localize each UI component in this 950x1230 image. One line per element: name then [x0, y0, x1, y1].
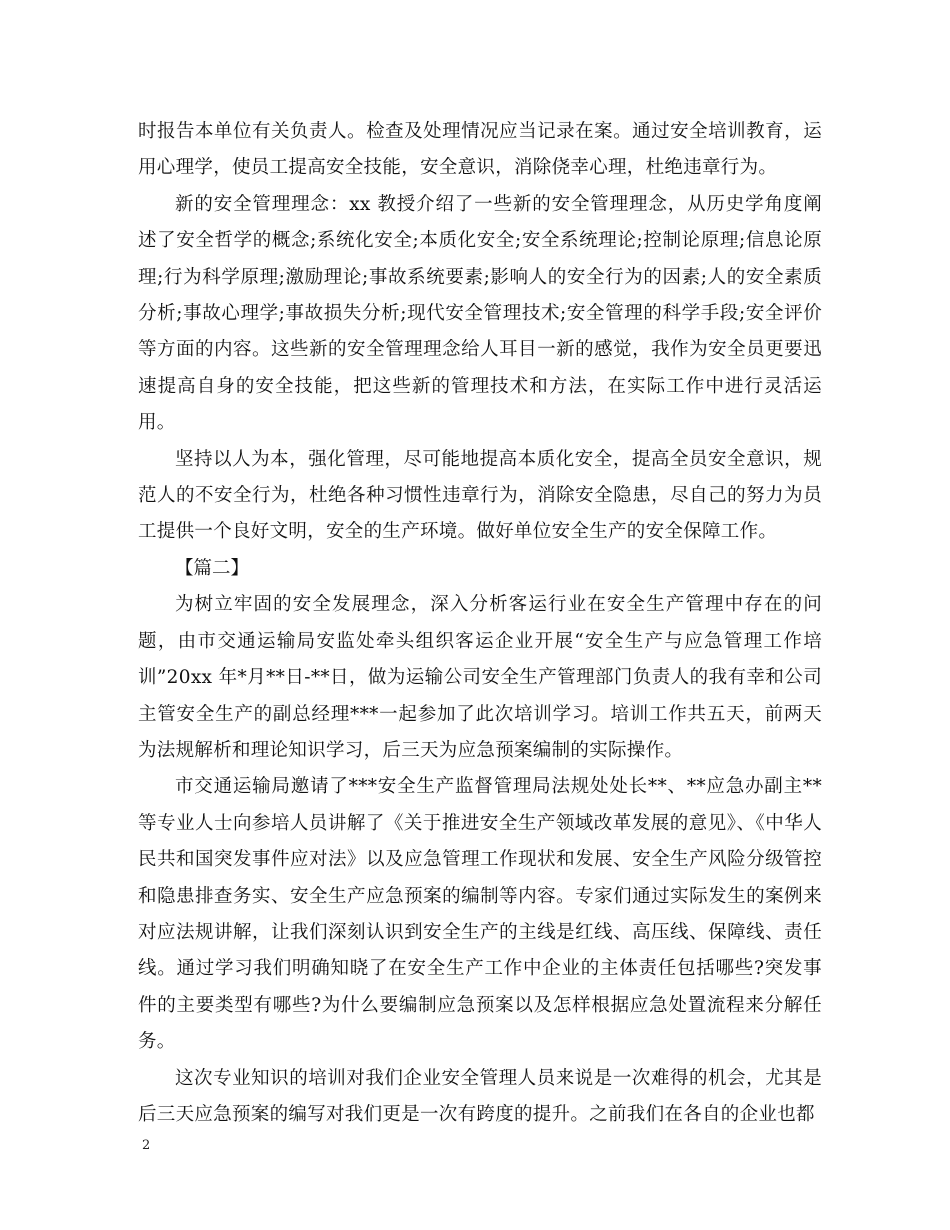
paragraph-5: 市交通运输局邀请了***安全生产监督管理局法规处处长**、**应急办副主**等专业人士向参培人员讲解了《关于推进安全生产领域改革发展的意见》、《中华人民共和国突发事件应对法》以及应急管理工作现状和发展、安全生产风险分级管控和隐患排查务实、安全生产应急预案的编制等内容。专家们通过实际发生的案例来对应法规讲解，让我们深刻认识到安全生产的主线是红线、高压线、保障线、责任线。通过学习我们明确知晓了在安全生产工作中企业的主体责任包括哪些?突发事件的主要类型有哪些?为什么要编制应急预案以及怎样根据应急处置流程来分解任务。 [138, 776, 822, 1053]
page-number: 2 [142, 1138, 151, 1153]
paragraph-4: 为树立牢固的安全发展理念，深入分析客运行业在安全生产管理中存在的问题，由市交通运输局安监处牵头组织客运企业开展“安全生产与应急管理工作培训”20xx 年*月**日-**日，做为运输公司安全生产管理部门负责人的我有幸和公司主管安全生产的副总经理***一起参加了此次培训学习。培训工作共五天，前两天为法规解析和理论知识学习，后三天为应急预案编制的实际操作。 [138, 594, 822, 761]
paragraph-3: 坚持以人为本，强化管理，尽可能地提高本质化安全，提高全员安全意识，规范人的不安全行为，杜绝各种习惯性违章行为，消除安全隐患，尽自己的努力为员工提供一个良好文明，安全的生产环境。做好单位安全生产的安全保障工作。 [138, 448, 822, 543]
paragraph-1: 时报告本单位有关负责人。检查及处理情况应当记录在案。通过安全培训教育，运用心理学，使员工提高安全技能，安全意识，消除侥幸心理，杜绝违章行为。 [138, 121, 822, 179]
section-heading: 【篇二】 [175, 557, 250, 579]
document-body [138, 114, 822, 1133]
paragraph-2: 新的安全管理理念：xx 教授介绍了一些新的安全管理理念，从历史学角度阐述了安全哲学的概念;系统化安全;本质化安全;安全系统理论;控制论原理;信息论原理;行为科学原理;激励理论;事故系统要素;影响人的安全行为的因素;人的安全素质分析;事故心理学;事故损失分析;现代安全管理技术;安全管理的科学手段;安全评价等方面的内容。这些新的安全管理理念给人耳目一新的感觉，我作为安全员更要迅速提高自身的安全技能，把这些新的管理技术和方法，在实际工作中进行灵活运用。 [138, 193, 822, 434]
paragraph-6: 这次专业知识的培训对我们企业安全管理人员来说是一次难得的机会，尤其是后三天应急预案的编写对我们更是一次有跨度的提升。之前我们在各自的企业也都 [138, 1067, 822, 1125]
